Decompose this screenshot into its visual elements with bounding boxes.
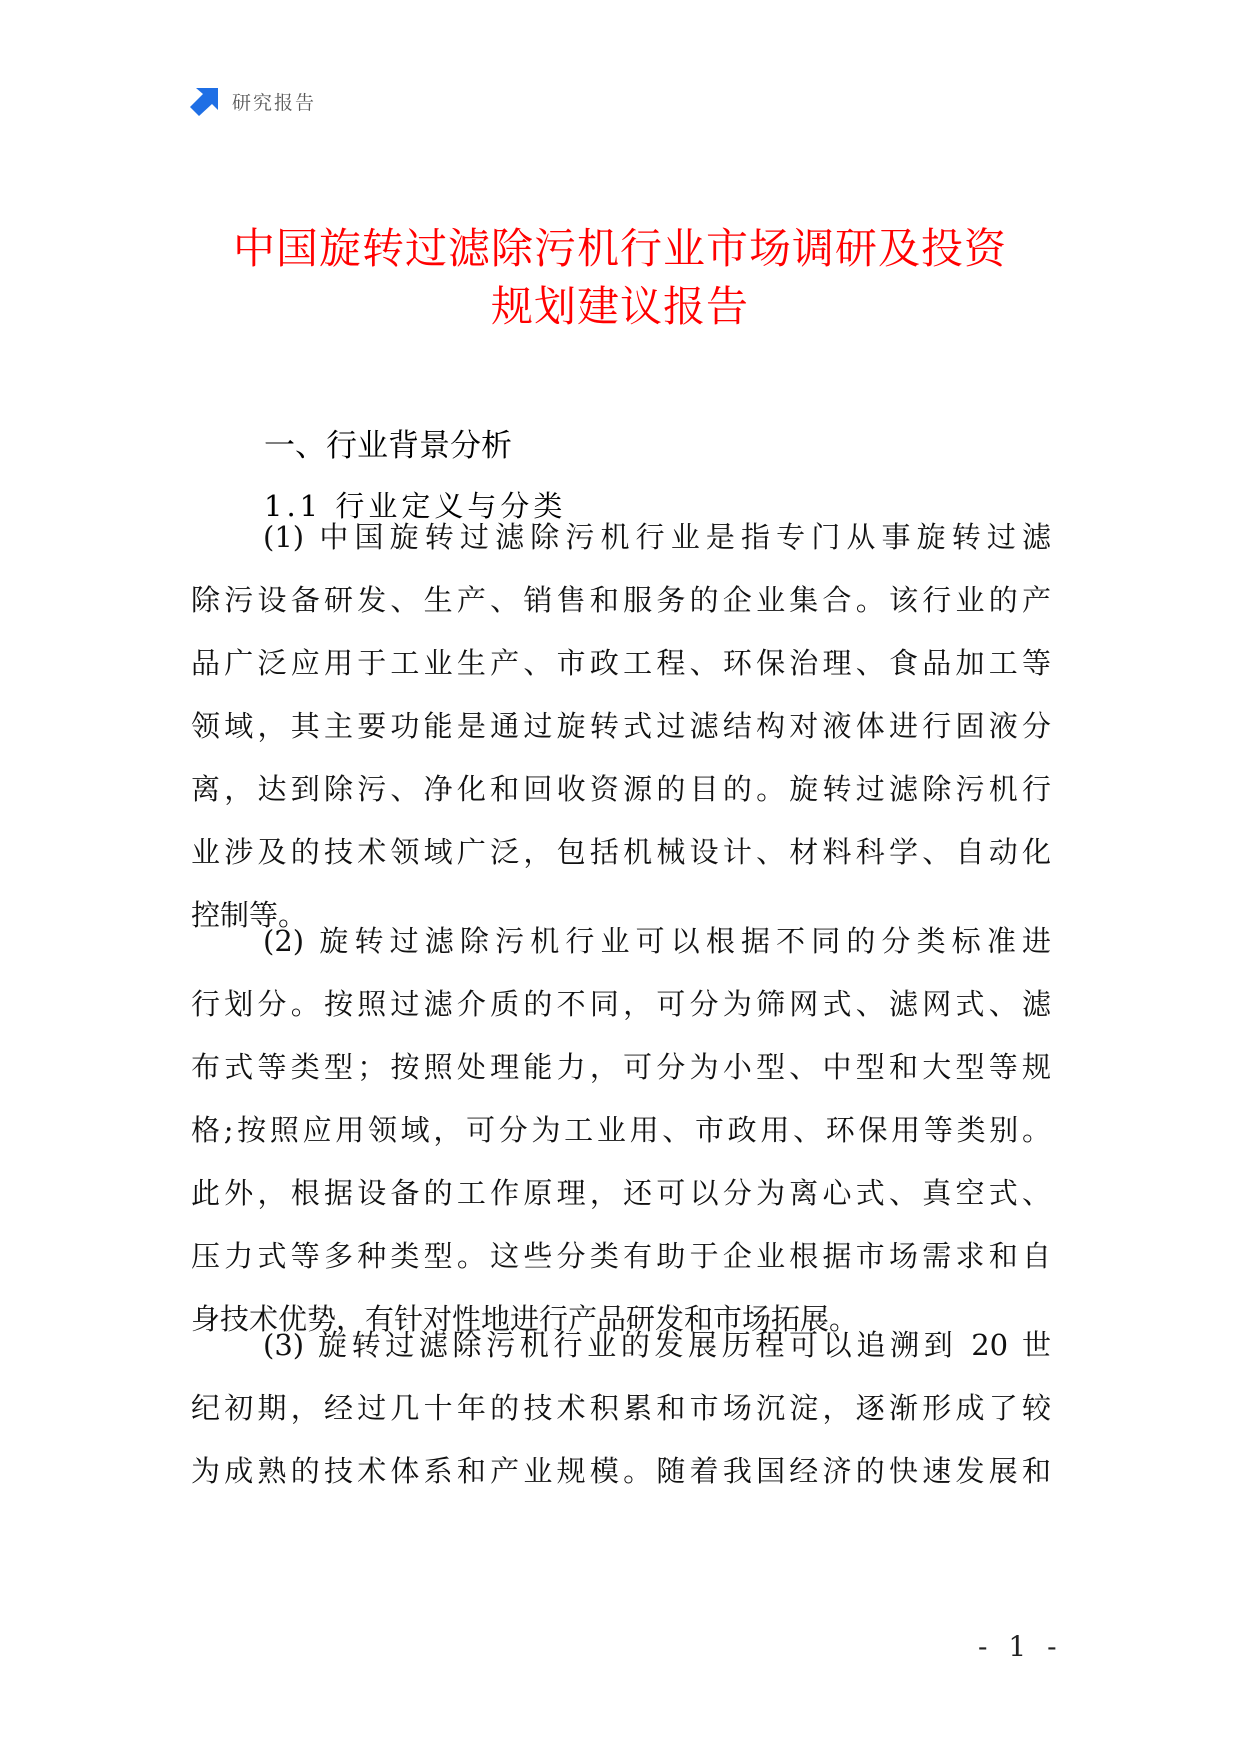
document-title: [150, 220, 1090, 336]
paragraph-line: 纪初期，经过几十年的技术积累和市场沉淀，逐渐形成了较: [191, 1391, 1051, 1425]
title-line-1: 中国旋转过滤除污机行业市场调研及投资: [232, 224, 1007, 273]
subsection-heading: 1.1 行业定义与分类: [264, 489, 567, 523]
arrow-up-right-icon: [190, 86, 220, 116]
title-line-2: 规划建议报告: [490, 282, 749, 331]
paragraph-line: 布式等类型；按照处理能力，可分为小型、中型和大型等规: [191, 1050, 1051, 1084]
paragraph-line: 行划分。按照过滤介质的不同，可分为筛网式、滤网式、滤: [191, 987, 1051, 1021]
section-heading: 一、行业背景分析: [264, 428, 512, 464]
paragraph-line: 格;按照应用领域，可分为工业用、市政用、环保用等类别。: [191, 1113, 1051, 1147]
paragraph-line: 为成熟的技术体系和产业规模。随着我国经济的快速发展和: [191, 1454, 1051, 1488]
paragraph-line: 领域，其主要功能是通过旋转式过滤结构对液体进行固液分: [191, 709, 1051, 743]
paragraph-line: 此外，根据设备的工作原理，还可以分为离心式、真空式、: [191, 1176, 1051, 1210]
paragraph-line: 品广泛应用于工业生产、市政工程、环保治理、食品加工等: [191, 646, 1051, 680]
paragraph-1: [191, 506, 1051, 947]
page-number: - 1 -: [978, 1630, 1063, 1663]
paragraph-line: 业涉及的技术领域广泛，包括机械设计、材料科学、自动化: [191, 835, 1051, 869]
paragraph-line: (3) 旋转过滤除污机行业的发展历程可以追溯到 20 世: [263, 1328, 1051, 1362]
paragraph-line: 控制等。: [191, 898, 308, 932]
paragraph-line: (1) 中国旋转过滤除污机行业是指专门从事旋转过滤: [263, 520, 1051, 554]
paragraph-line: 除污设备研发、生产、销售和服务的企业集合。该行业的产: [191, 583, 1051, 617]
paragraph-line: 离，达到除污、净化和回收资源的目的。旋转过滤除污机行: [191, 772, 1051, 806]
paragraph-2: [191, 910, 1051, 1351]
paragraph-line: 身技术优势，有针对性地进行产品研发和市场拓展。: [191, 1302, 859, 1336]
paragraph-line: 压力式等多种类型。这些分类有助于企业根据市场需求和自: [191, 1239, 1051, 1273]
header-label: 研究报告: [232, 91, 317, 114]
report-header: [190, 86, 316, 116]
paragraph-line: (2) 旋转过滤除污机行业可以根据不同的分类标准进: [263, 924, 1051, 958]
paragraph-3: [191, 1314, 1051, 1503]
